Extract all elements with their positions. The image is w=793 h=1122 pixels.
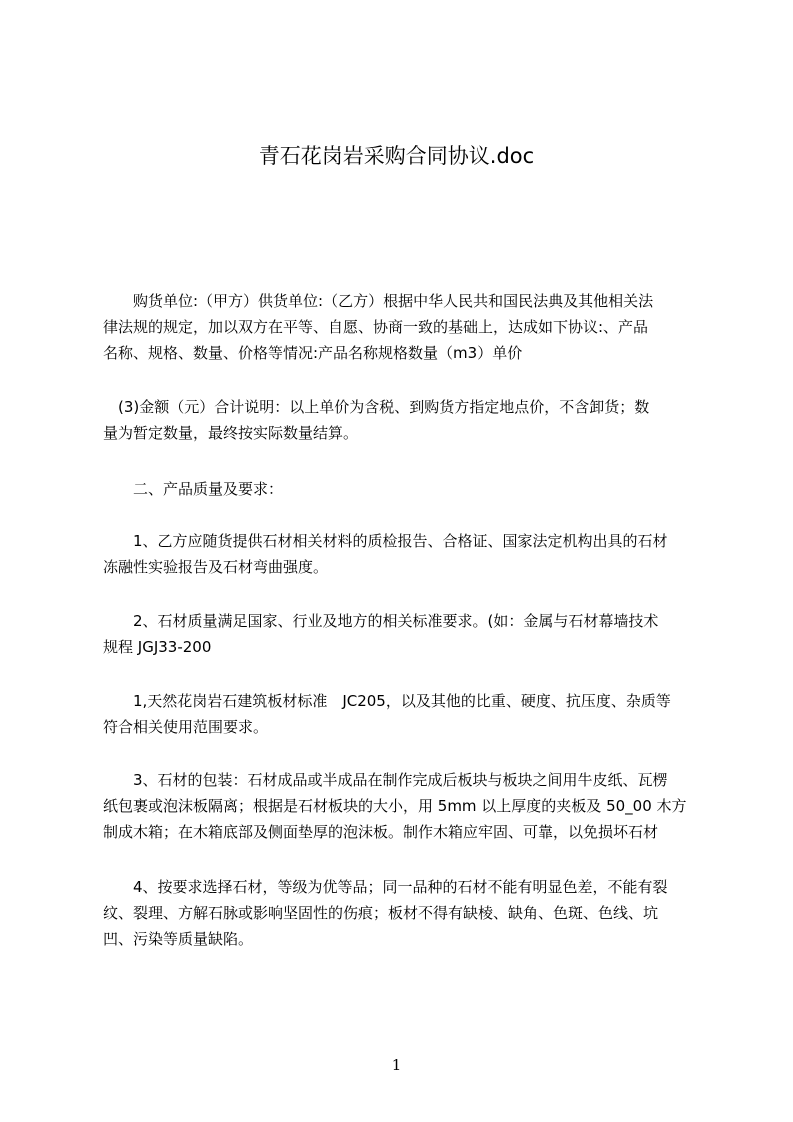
text-line: 1、乙方应随货提供石材相关材料的质检报告、合格证、国家法定机构出具的石材 [103, 532, 668, 550]
text-line: 4、按要求选择石材，等级为优等品；同一品种的石材不能有明显色差，不能有裂 [103, 878, 668, 896]
paragraph-item-4 [103, 874, 713, 952]
paragraph-amount [103, 394, 713, 446]
text-line: (3)金额（元）合计说明：以上单价为含税、到购货方指定地点价，不含卸货；数 [103, 398, 650, 416]
paragraph-item-2 [103, 608, 713, 660]
text-line: 凹、污染等质量缺陷。 [103, 930, 254, 948]
text-line: 购货单位:（甲方）供货单位:（乙方）根据中华人民共和国民法典及其他相关法 [103, 292, 654, 310]
document-title: 青石花岗岩采购合同协议.doc [258, 144, 535, 168]
text-line: 律法规的规定，加以双方在平等、自愿、协商一致的基础上，达成如下协议:、产品 [103, 318, 649, 336]
text-line: 纹、裂理、方解石脉或影响坚固性的伤痕；板材不得有缺棱、缺角、色斑、色线、坑 [103, 904, 659, 922]
text-line: 冻融性实验报告及石材弯曲强度。 [103, 558, 329, 576]
text-line: 符合相关使用范围要求。 [103, 718, 269, 736]
text-line: 1,天然花岗岩石建筑板材标准 JC205，以及其他的比重、硬度、抗压度、杂质等 [103, 692, 671, 710]
paragraph-intro [103, 288, 713, 366]
section-heading-quality [103, 476, 713, 502]
text-line: 名称、规格、数量、价格等情况:产品名称规格数量（m3）单价 [103, 344, 523, 362]
text-line: 规程 JGJ33-200 [103, 638, 212, 656]
paragraph-item-1b [103, 688, 713, 740]
text-line: 纸包裹或泡沫板隔离；根据是石材板块的大小，用 5mm 以上厚度的夹板及 50_00 木方 [103, 797, 687, 815]
paragraph-item-3 [103, 767, 713, 845]
page-number: 1 [391, 1056, 402, 1074]
paragraph-item-1 [103, 528, 713, 580]
text-line: 3、石材的包装：石材成品或半成品在制作完成后板块与板块之间用牛皮纸、瓦楞 [103, 771, 668, 789]
text-line: 量为暂定数量，最终按实际数量结算。 [103, 424, 359, 442]
text-line: 制成木箱；在木箱底部及侧面垫厚的泡沫板。制作木箱应牢固、可靠，以免损坏石材 [103, 823, 659, 841]
text-line: 二、产品质量及要求： [103, 480, 284, 498]
text-line: 2、石材质量满足国家、行业及地方的相关标准要求。(如：金属与石材幕墙技术 [103, 612, 659, 630]
